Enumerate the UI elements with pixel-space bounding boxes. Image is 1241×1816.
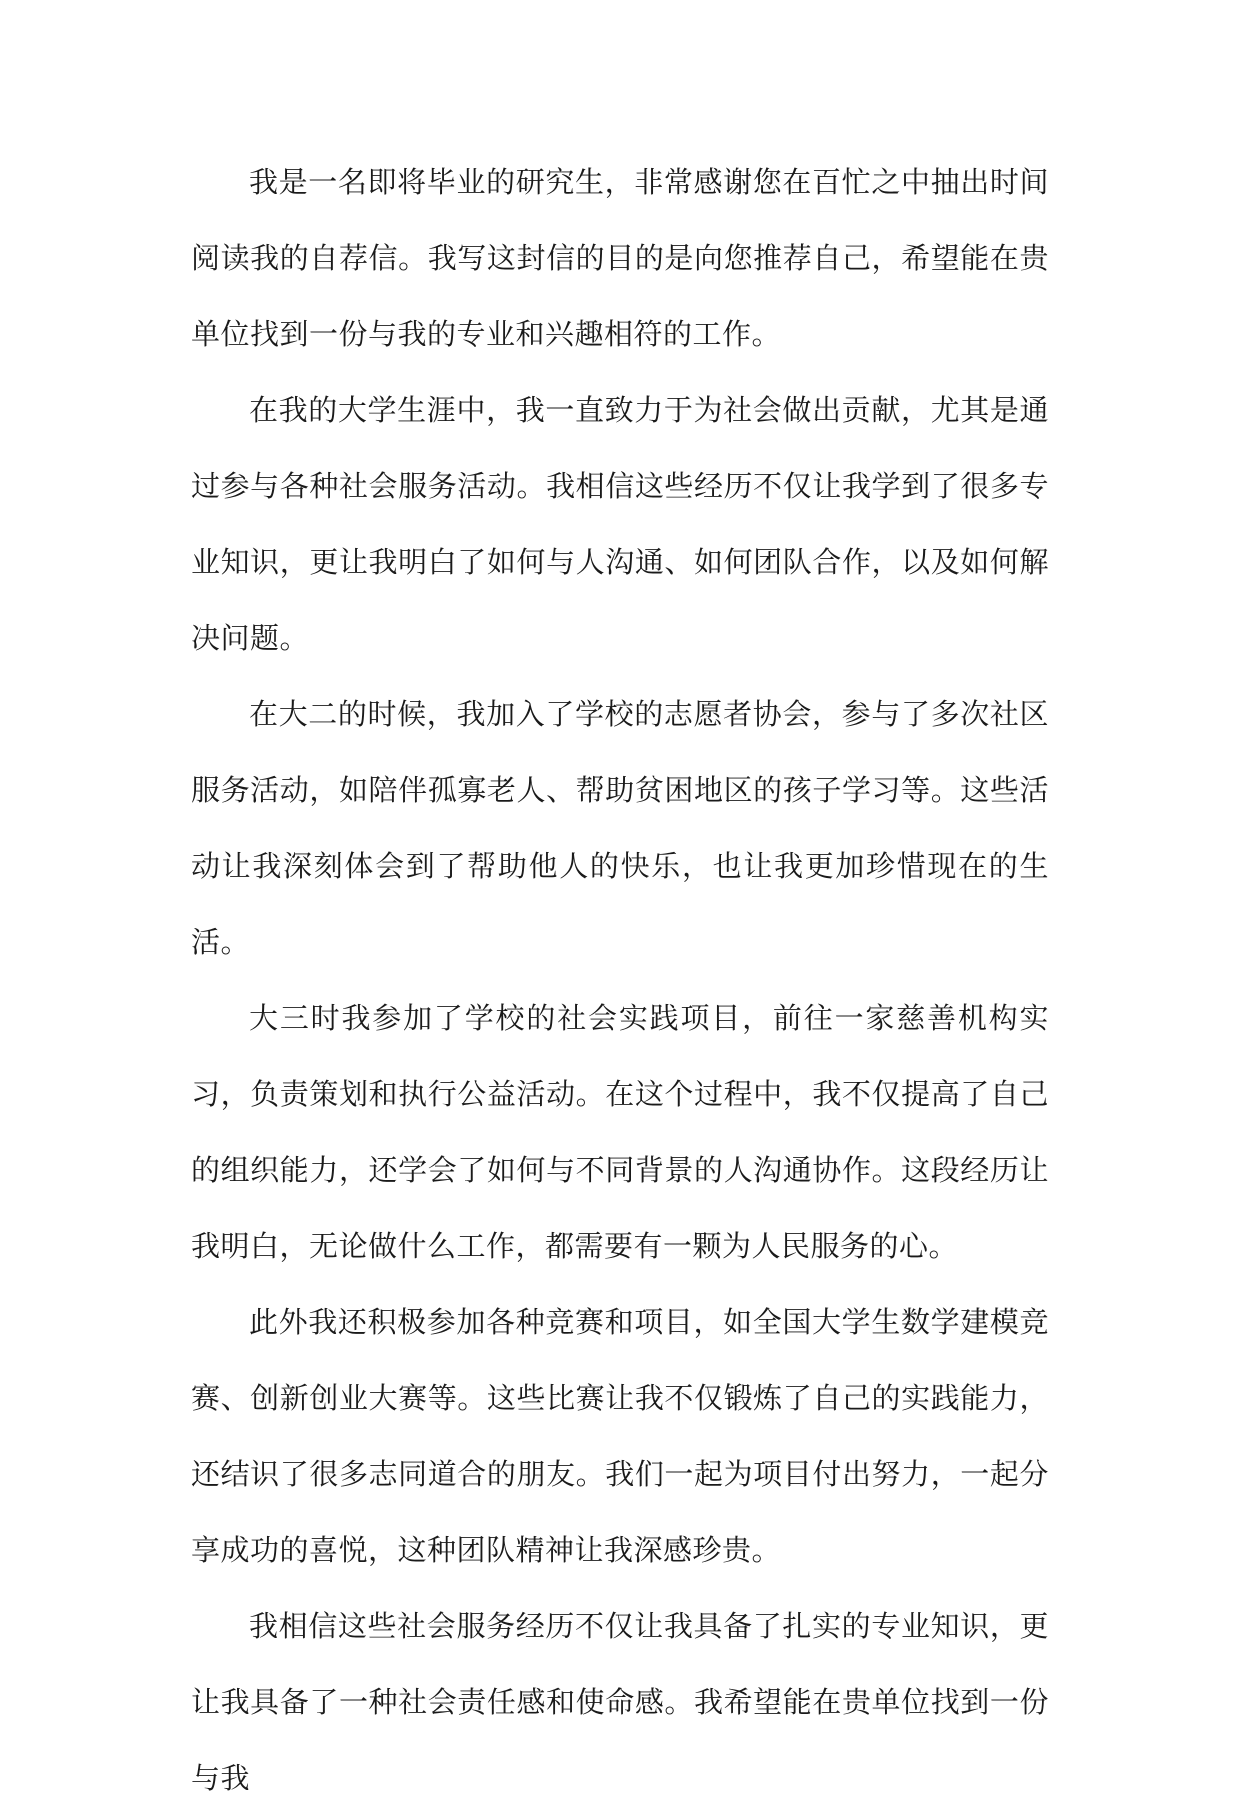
paragraph-2: 在我的大学生涯中，我一直致力于为社会做出贡献，尤其是通过参与各种社会服务活动。我相信这些经历不仅让我学到了很多专业知识，更让我明白了如何与人沟通、如何团队合作，以及如何解决问题。 (191, 393, 1049, 655)
letter-body (191, 144, 1049, 1816)
paragraph-4: 大三时我参加了学校的社会实践项目，前往一家慈善机构实习，负责策划和执行公益活动。在这个过程中，我不仅提高了自己的组织能力，还学会了如何与不同背景的人沟通协作。这段经历让我明白，无论做什么工作，都需要有一颗为人民服务的心。 (191, 1001, 1049, 1263)
paragraph-5: 此外我还积极参加各种竞赛和项目，如全国大学生数学建模竞赛、创新创业大赛等。这些比赛让我不仅锻炼了自己的实践能力，还结识了很多志同道合的朋友。我们一起为项目付出努力，一起分享成功的喜悦，这种团队精神让我深感珍贵。 (191, 1305, 1049, 1567)
paragraph-6: 我相信这些社会服务经历不仅让我具备了扎实的专业知识，更让我具备了一种社会责任感和使命感。我希望能在贵单位找到一份与我 (191, 1609, 1049, 1795)
paragraph-1: 我是一名即将毕业的研究生，非常感谢您在百忙之中抽出时间阅读我的自荐信。我写这封信的目的是向您推荐自己，希望能在贵单位找到一份与我的专业和兴趣相符的工作。 (191, 165, 1049, 351)
paragraph-3: 在大二的时候，我加入了学校的志愿者协会，参与了多次社区服务活动，如陪伴孤寡老人、帮助贫困地区的孩子学习等。这些活动让我深刻体会到了帮助他人的快乐，也让我更加珍惜现在的生活。 (191, 697, 1049, 959)
